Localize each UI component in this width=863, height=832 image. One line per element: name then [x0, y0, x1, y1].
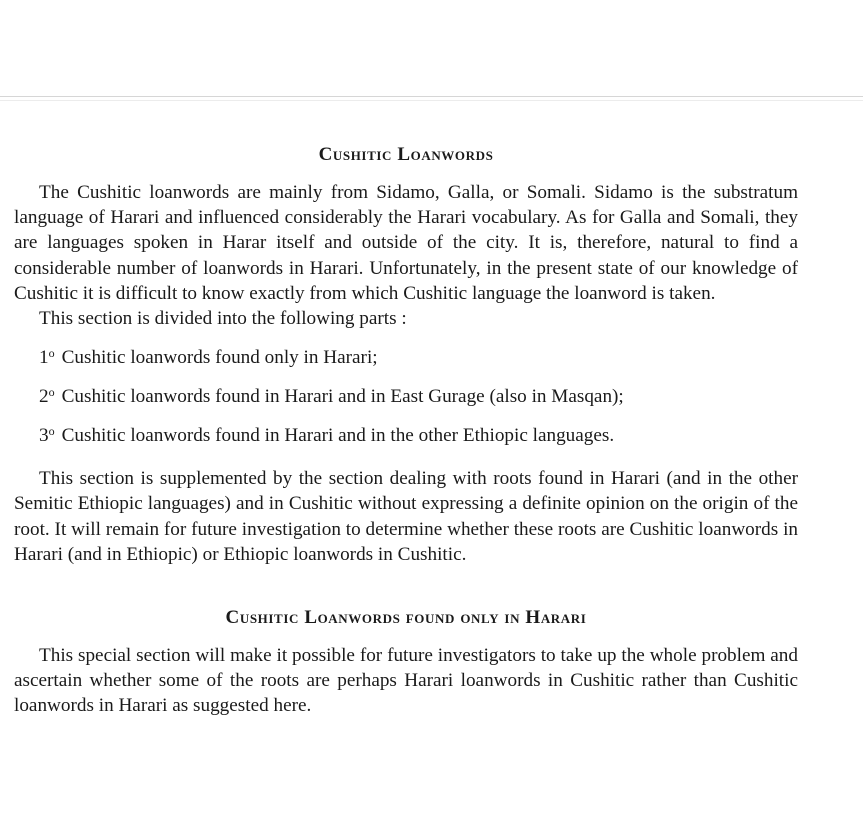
document-page: [14, 136, 798, 719]
list-item: [14, 341, 798, 370]
list-item-text: Cushitic loanwords found only in Harari;: [61, 347, 378, 369]
body-paragraph-special-section: This special section will make it possible for future investigators to take up the whole problem and ascertain whether some of the roots are perhaps Harari loanwords in Cushitic rather than Cushitic loanwords in Harari as suggested here.: [14, 645, 798, 717]
page-top-rule: [0, 96, 863, 97]
parts-list: [14, 341, 798, 448]
section-heading-loanwords-only-in-harari: Cushitic Loanwords found only in Harari: [225, 607, 587, 629]
list-item-text: Cushitic loanwords found in Harari and in the other Ethiopic languages.: [61, 425, 615, 447]
section-heading-cushitic-loanwords: Cushitic Loanwords: [318, 144, 494, 165]
list-item-text: Cushitic loanwords found in Harari and in East Gurage (also in Masqan);: [61, 386, 624, 408]
list-item: [14, 419, 798, 448]
body-paragraph-supplement: This section is supplemented by the section dealing with roots found in Harari (and in the other Semitic Ethiopic languages) and in Cushitic without expressing a definite opinion on the origin of the root. It will remain for future investigation to determine whether these roots are Cushitic loanwords in Harari (and in Ethiopic) or Ethiopic loanwords in Cushitic.: [14, 468, 798, 565]
list-item-number: 2$^o$: [39, 385, 55, 408]
parts-intro-line: This section is divided into the following parts :: [39, 308, 407, 330]
page-top-rule-shadow: [0, 100, 863, 101]
list-item-number: 1$^o$: [39, 346, 55, 369]
list-item: [14, 380, 798, 409]
body-paragraph-intro: The Cushitic loanwords are mainly from Sidamo, Galla, or Somali. Sidamo is the substratum language of Harari and influenced considerably the Harari vocabulary. As for Galla and Somali, they are languages spoken in Harar itself and outside of the city. It is, therefore, natural to find a considerable number of loanwords in Harari. Unfortunately, in the present state of our knowledge of Cushitic it is difficult to know exactly from which Cushitic language the loanword is taken.: [14, 182, 798, 304]
list-item-number: 3$^o$: [39, 424, 55, 447]
